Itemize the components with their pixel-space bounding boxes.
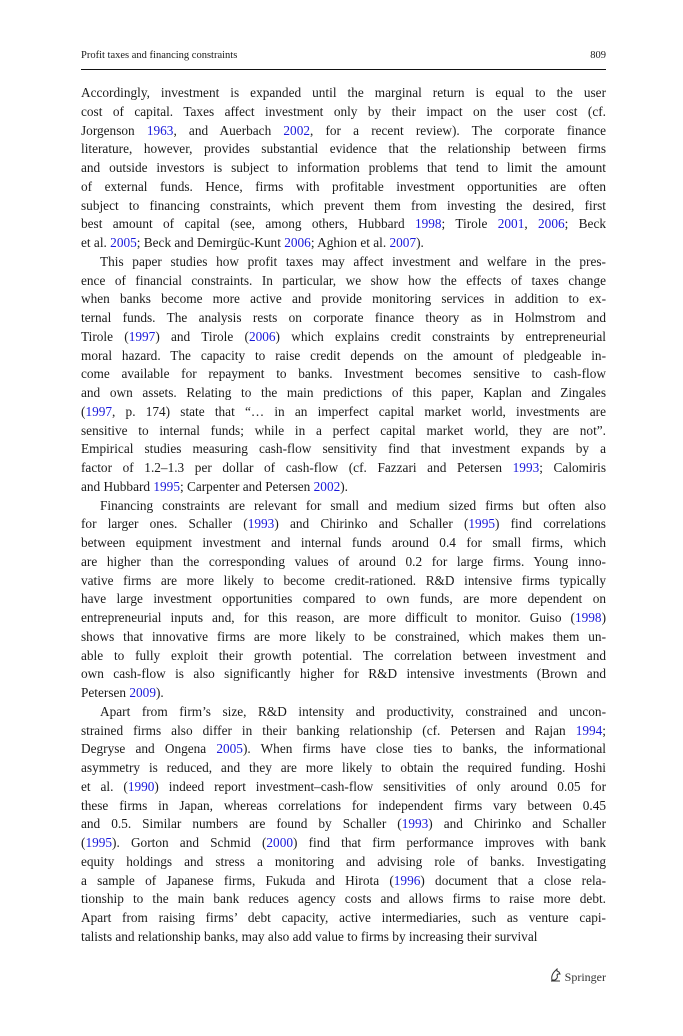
text-span: , — [524, 216, 539, 232]
text-line — [81, 178, 606, 197]
text-span: ). — [416, 235, 424, 250]
text-span: have large investment opportunities compared to own funds, are more dependent on — [81, 591, 606, 607]
text-span: ; — [602, 722, 606, 738]
text-span: , and Auerbach — [173, 122, 284, 138]
text-span: tionship to the main bank reduces agency costs and allows firms to raise more debt. — [81, 891, 606, 907]
text-span: Empirical studies measuring cash-flow sensitivity find that investment expands by a — [81, 441, 606, 457]
text-span: equity holdings and stress a monitoring and advising role of banks. Investigating — [81, 853, 606, 869]
citation-link[interactable]: 1995 — [85, 835, 113, 850]
page-number: 809 — [590, 50, 606, 61]
text-span: own cash-flow is also significantly higher for R&D intensive investments (Brown and — [81, 666, 606, 682]
text-line — [81, 609, 606, 628]
text-span: of external funds. Hence, firms with profitable investment opportunities are often — [81, 178, 606, 194]
springer-horse-icon — [549, 968, 562, 986]
text-span: a sample of Japanese firms, Fukuda and Hirota ( — [81, 872, 394, 888]
text-span: strained firms also differ in their banking relationship (cf. Petersen and Rajan — [81, 722, 576, 738]
text-span: ) and Chirinko and Schaller — [428, 816, 606, 832]
publisher-name: Springer — [564, 969, 606, 984]
text-span: ; Calomiris — [539, 460, 606, 475]
text-span: ) — [601, 610, 606, 625]
text-span: are higher than the corresponding values of around 0.2 for large firms. Young inno- — [81, 553, 606, 569]
text-line — [81, 328, 606, 347]
citation-link[interactable]: 1997 — [85, 403, 113, 419]
citation-link[interactable]: 1998 — [414, 216, 442, 232]
text-line — [81, 403, 606, 422]
text-line — [81, 478, 606, 497]
citation-link[interactable]: 2001 — [497, 216, 525, 232]
text-line — [81, 103, 606, 122]
citation-link[interactable]: 2006 — [248, 328, 276, 344]
text-line — [81, 347, 606, 366]
citation-link[interactable]: 2005 — [216, 741, 243, 757]
body-text — [81, 84, 606, 947]
citation-link[interactable]: 1995 — [468, 516, 495, 532]
citation-link[interactable]: 2007 — [389, 235, 417, 250]
text-span: Petersen — [81, 685, 130, 700]
text-span: sensitive to internal funds; while in a perfect capital market world, they are not”. — [81, 422, 606, 438]
text-span: ). — [155, 685, 164, 700]
text-span: ) find that firm performance improves with bank — [292, 835, 606, 850]
text-span: ( — [81, 835, 86, 850]
text-line — [81, 553, 606, 572]
text-line — [81, 365, 606, 384]
text-span: et al. ( — [81, 778, 128, 794]
text-span: ). Gorton and Schmid ( — [112, 835, 267, 850]
text-line — [81, 422, 606, 441]
text-line — [81, 459, 606, 478]
text-span: between equipment investment and internal funds around 0.4 for small firms, which — [81, 535, 606, 550]
text-span: ; Beck and Demirgüc-Kunt — [136, 235, 285, 250]
text-line — [81, 515, 606, 534]
text-span: and 0.5. Similar numbers are found by Schaller ( — [81, 816, 402, 832]
running-title: Profit taxes and financing constraints — [81, 50, 238, 61]
text-line — [81, 590, 606, 609]
text-span: ) and Tirole ( — [155, 328, 249, 344]
citation-link[interactable]: 2006 — [538, 216, 565, 232]
text-line — [81, 740, 606, 759]
text-line — [81, 797, 606, 816]
citation-link[interactable]: 2002 — [283, 122, 310, 138]
text-line — [81, 122, 606, 141]
text-line — [81, 722, 606, 741]
text-span: these firms in Japan, whereas correlations for independent firms vary between 0.45 — [81, 797, 606, 813]
text-span: Apart from raising firms’ debt capacity, active intermediaries, such as venture capi- — [81, 910, 606, 925]
text-line — [81, 384, 606, 403]
text-line — [81, 84, 606, 103]
text-span: literature, however, provides substantial evidence that the relationship between firms — [81, 141, 606, 157]
text-span: ). When firms have close ties to banks, the informational — [242, 741, 606, 757]
text-line — [81, 703, 606, 722]
text-line — [81, 309, 606, 328]
text-line — [81, 909, 606, 928]
text-span: moral hazard. The capacity to raise credit depends on the amount of pledgeable in- — [81, 347, 606, 363]
citation-link[interactable]: 1993 — [247, 516, 275, 532]
text-span: vative firms are more likely to become credit-rationed. R&D intensive firms typically — [81, 572, 606, 588]
text-span: ; Tirole — [441, 216, 498, 232]
text-span: et al. — [81, 235, 111, 250]
text-span: Degryse and Ongena — [81, 741, 217, 757]
text-line — [81, 272, 606, 291]
paragraph — [81, 84, 606, 253]
text-span: ). — [340, 478, 348, 494]
text-line — [81, 647, 606, 666]
text-span: , for a recent review). The corporate finance — [309, 122, 606, 138]
text-span: ; Beck — [564, 216, 606, 232]
text-line — [81, 497, 606, 516]
text-span: best amount of capital (see, among others, Hubbard — [81, 216, 415, 232]
text-span: ternal funds. The analysis rests on corporate finance theory as in Holmstrom and — [81, 310, 606, 325]
citation-link[interactable]: 1963 — [146, 122, 174, 138]
text-line — [81, 572, 606, 591]
text-span: Jorgenson — [81, 122, 147, 138]
text-span: able to fully exploit their growth potential. The correlation between investment and — [81, 647, 606, 663]
citation-link[interactable]: 1990 — [127, 778, 155, 794]
citation-link[interactable]: 2000 — [266, 835, 293, 850]
citation-link[interactable]: 2005 — [110, 235, 137, 250]
citation-link[interactable]: 1994 — [575, 722, 603, 738]
text-span: and own assets. Relating to the main predictions of this paper, Kaplan and Zingales — [81, 385, 606, 400]
text-span: ( — [81, 403, 86, 419]
text-line — [81, 215, 606, 234]
citation-link[interactable]: 1995 — [153, 478, 180, 494]
text-span: ) and Chirinko and Schaller ( — [274, 516, 469, 532]
citation-link[interactable]: 2009 — [129, 685, 156, 700]
text-span: ) indeed report investment–cash-flow sensitivities of only around 0.05 for — [154, 778, 606, 794]
citation-link[interactable]: 2002 — [313, 478, 341, 494]
text-line — [81, 534, 606, 553]
text-span: ; Aghion et al. — [310, 235, 390, 250]
citation-link[interactable]: 1993 — [401, 816, 429, 832]
text-line — [81, 890, 606, 909]
text-line — [81, 665, 606, 684]
text-span: and outside investors is subject to information problems that tend to limit the amount — [81, 160, 606, 175]
text-line — [81, 778, 606, 797]
text-line — [81, 759, 606, 778]
text-span: asymmetry is reduced, and they are more likely to obtain the required funding. Hoshi — [81, 760, 606, 775]
text-span: for larger ones. Schaller ( — [81, 516, 248, 532]
text-line — [81, 928, 606, 947]
publisher-footer — [549, 968, 606, 986]
paragraph — [81, 497, 606, 703]
text-span: and Hubbard — [81, 478, 154, 494]
text-span: , p. 174) state that “… in an imperfect capital market world, investments are — [112, 403, 606, 419]
text-line — [81, 197, 606, 216]
text-span: when banks become more active and provide monitoring services in addition to ex- — [81, 291, 606, 307]
text-span: Tirole ( — [81, 328, 129, 344]
text-span: come available for repayment to banks. Investment becomes sensitive to cash-flow — [81, 366, 606, 382]
text-span: ence of financial constraints. In particular, we show how the effects of taxes change — [81, 272, 606, 288]
text-span: ) which explains credit constraints by entrepreneurial — [275, 328, 606, 344]
text-span: ; Carpenter and Petersen — [179, 478, 314, 494]
text-span: entrepreneurial inputs and, for this reason, are more difficult to monitor. Guiso ( — [81, 610, 575, 625]
text-span: Financing constraints are relevant for small and medium sized firms but often also — [100, 497, 606, 513]
running-header — [81, 50, 606, 68]
text-line — [81, 290, 606, 309]
text-span: cost of capital. Taxes affect investment only by their impact on the user cost (cf. — [81, 103, 606, 119]
text-span: This paper studies how profit taxes may affect investment and welfare in the pres- — [100, 253, 606, 269]
text-line — [81, 872, 606, 891]
text-line — [81, 234, 606, 253]
text-span: ) find correlations — [494, 516, 606, 532]
text-span: ) document that a close rela- — [420, 872, 606, 888]
text-span: Accordingly, investment is expanded until the marginal return is equal to the user — [81, 85, 606, 100]
text-span: talists and relationship banks, may also add value to firms by increasing their survival — [81, 928, 538, 944]
text-line — [81, 684, 606, 703]
citation-link[interactable]: 1998 — [574, 610, 602, 625]
text-line — [81, 815, 606, 834]
citation-link[interactable]: 2006 — [284, 235, 311, 250]
paragraph — [81, 703, 606, 947]
paragraph — [81, 253, 606, 497]
text-line — [81, 140, 606, 159]
text-line — [81, 628, 606, 647]
text-line — [81, 853, 606, 872]
text-line — [81, 834, 606, 853]
text-span: subject to financing constraints, which prevent them from investing the desired, first — [81, 197, 606, 213]
text-span: Apart from firm’s size, R&D intensity and productivity, constrained and uncon- — [100, 703, 606, 719]
citation-link[interactable]: 1996 — [393, 872, 421, 888]
citation-link[interactable]: 1993 — [512, 460, 540, 475]
citation-link[interactable]: 1997 — [128, 328, 156, 344]
header-rule — [81, 69, 606, 70]
text-span: factor of 1.2–1.3 per dollar of cash-flow (cf. Fazzari and Petersen — [81, 460, 513, 475]
text-line — [81, 253, 606, 272]
text-line — [81, 440, 606, 459]
text-line — [81, 159, 606, 178]
text-span: shows that innovative firms are more likely to be constrained, which makes them un- — [81, 628, 606, 644]
